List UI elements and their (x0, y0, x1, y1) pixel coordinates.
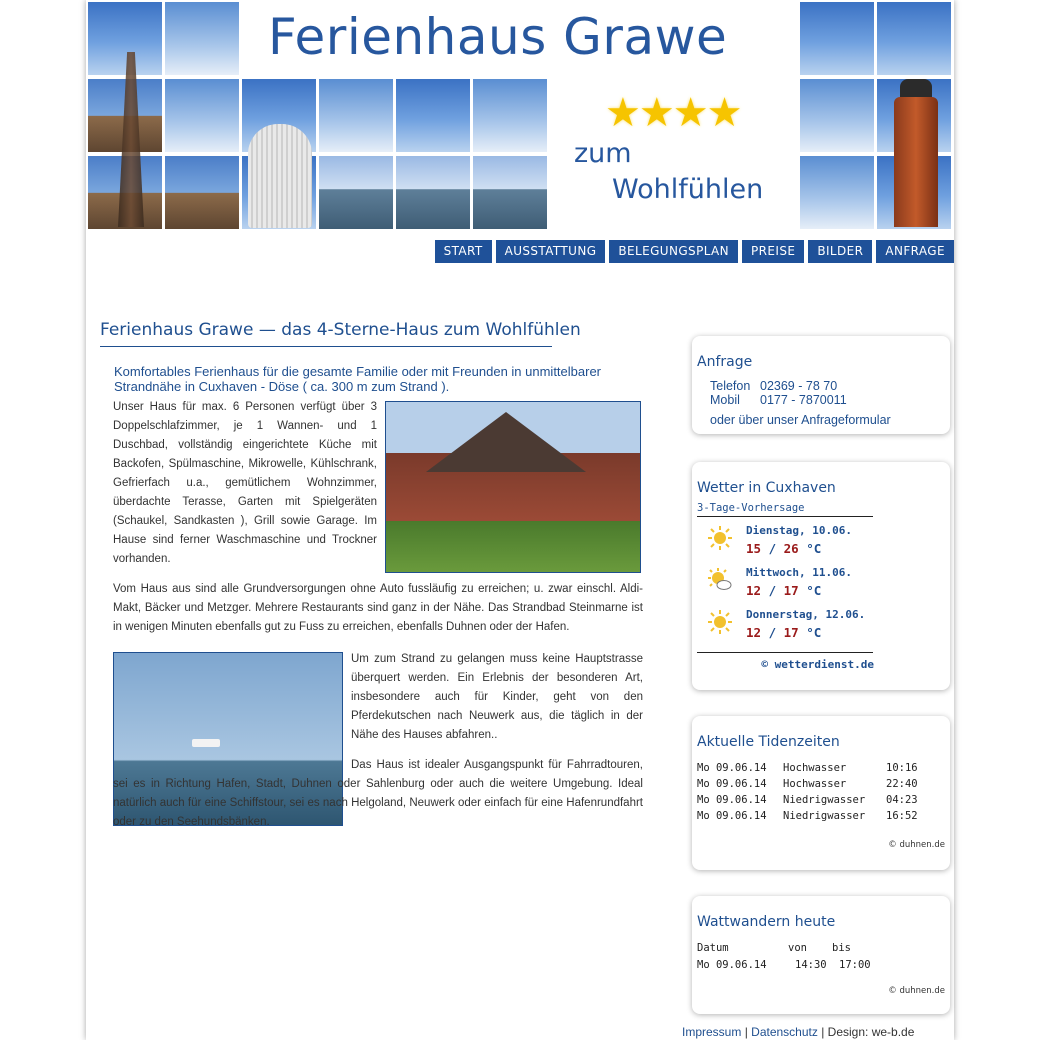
mobile-number: 0177 - 7870011 (760, 393, 847, 407)
mudflat-hiking-box (692, 896, 950, 1014)
inquiry-prefix: oder über unser (710, 413, 799, 427)
banner-photo-tile (88, 2, 162, 75)
tide-row (697, 762, 937, 778)
sun-icon (708, 610, 732, 634)
mudflat-credit-link[interactable]: © duhnen.de (888, 986, 945, 996)
tide-time: 04:23 (886, 794, 918, 806)
forecast-day-label: Dienstag, 10.06. (746, 524, 852, 537)
weather-credit-link[interactable]: © wetterdienst.de (761, 658, 874, 671)
banner-photo-tile (319, 156, 393, 229)
mudflat-header-date: Datum (697, 942, 729, 954)
tides-box (692, 716, 950, 870)
phone-number: 02369 - 78 70 (760, 379, 838, 393)
tides-title: Aktuelle Tidenzeiten (697, 734, 840, 750)
inquiry-form-link[interactable]: Anfrageformular (801, 413, 891, 427)
banner-photo-tile (877, 2, 951, 75)
intro-text: Komfortables Ferienhaus für die gesamte Familie oder mit Freunden in unmittelbarer Strandnähe in Cuxhaven - Döse ( ca. 300 m zum Strand ). (114, 364, 602, 394)
temp-max: 26 (783, 541, 799, 556)
forecast-day-label: Mittwoch, 11.06. (746, 566, 852, 579)
weather-subtitle: 3-Tage-Vorhersage (697, 502, 873, 517)
temp-min: 15 (746, 541, 762, 556)
footer-separator: | (821, 1025, 825, 1039)
inquiry-line (710, 412, 891, 428)
footer (682, 1025, 914, 1039)
sun-cloud-icon (708, 568, 732, 592)
tides-credit-link[interactable]: © duhnen.de (888, 840, 945, 850)
banner-photo-tile (800, 79, 874, 152)
mudflat-title: Wattwandern heute (697, 914, 836, 930)
header-banner (88, 2, 952, 230)
footer-separator: | (744, 1025, 748, 1039)
surroundings-text: Vom Haus aus sind alle Grundversorgungen ohne Auto fussläufig zu erreichen; u. zwar einschl. Aldi-Makt, Bäcker und Metzger. Mehrere Restaurants sind ganz in der Nähe. Das Strandbad Steinmarne ist in wenigen Minuten ebenfalls gut zu Fuss zu erreichen, ebenfalls Duhnen oder der Hafen. (113, 583, 643, 633)
tide-date: Mo 09.06.14 (697, 794, 767, 806)
contact-box (692, 336, 950, 434)
banner-photo-tile (319, 79, 393, 152)
phone-label: Telefon (710, 379, 751, 393)
banner-photo-tile (473, 156, 547, 229)
design-credit: Design: we-b.de (827, 1025, 915, 1039)
weather-box (692, 462, 950, 690)
temp-max: 17 (783, 625, 799, 640)
banner-photo-tile (396, 79, 470, 152)
temp-unit: °C (806, 583, 822, 598)
temp-min: 12 (746, 583, 762, 598)
site-title: Ferienhaus Grawe (268, 8, 728, 66)
forecast-day-label: Donnerstag, 12.06. (746, 608, 866, 621)
mudflat-from: 14:30 (795, 959, 827, 971)
tide-date: Mo 09.06.14 (697, 810, 767, 822)
mobile-label: Mobil (710, 393, 740, 407)
four-star-rating-icon: ★★★★ (605, 91, 741, 135)
page-title: Ferienhaus Grawe — das 4-Sterne-Haus zum Wohlfühlen (100, 320, 552, 347)
banner-photo-tile (473, 79, 547, 152)
temp-min: 12 (746, 625, 762, 640)
lighthouse-image (894, 97, 938, 227)
banner-photo-tile (396, 156, 470, 229)
beach-chair-image (248, 124, 312, 228)
tide-row (697, 794, 937, 810)
forecast-temp (746, 583, 821, 598)
mudflat-header-row (697, 942, 937, 958)
activities-text: Das Haus ist idealer Ausgangspunkt für Fahrradtouren, sei es in Richtung Hafen, Stadt, Duhnen oder Sahlenburg oder auch die weitere Umgebung. Ideal natürlich auch für eine Schiffstour, sei es nach Helgoland, Neuwerk oder einfach für eine Hafenrundfahrt oder zu den Seehundsbänken. (113, 759, 643, 828)
mudflat-header-to: bis (832, 942, 851, 954)
nav-preise[interactable]: PREISE (742, 240, 804, 263)
tide-date: Mo 09.06.14 (697, 778, 767, 790)
house-photo (385, 401, 641, 573)
tide-type: Niedrigwasser (783, 810, 866, 822)
nav-start[interactable]: START (435, 240, 492, 263)
tide-time: 22:40 (886, 778, 918, 790)
tide-type: Niedrigwasser (783, 794, 866, 806)
slogan-line-1: zum (574, 138, 632, 169)
forecast-temp (746, 541, 821, 556)
temp-separator: / (768, 583, 777, 598)
banner-photo-tile (165, 2, 239, 75)
nav-anfrage[interactable]: ANFRAGE (876, 240, 954, 263)
slogan-line-2: Wohlfühlen (612, 174, 764, 205)
nav-bilder[interactable]: BILDER (808, 240, 872, 263)
house-description: Unser Haus für max. 6 Personen verfügt über 3 Doppelschlafzimmer, je 1 Wannen- und 1 Duschbad, vollständig eingerichtete Küche mit Backofen, Spülmaschine, Mikrowelle, Kühlschrank, Gefrierfach u.a., gemütlichem Wohnzimmer, überdachte Terasse, Garten mit Spielgeräten (Schaukel, Sandkasten ), Grill sowie Garage. Im Hause sind ferner Waschmaschine und Trockner vorhanden. (113, 401, 377, 565)
banner-photo-tile (800, 2, 874, 75)
tide-type: Hochwasser (783, 778, 847, 790)
temp-unit: °C (806, 625, 822, 640)
sun-icon (708, 526, 732, 550)
nav-ausstattung[interactable]: AUSSTATTUNG (496, 240, 606, 263)
mudflat-to: 17:00 (839, 959, 871, 971)
temp-max: 17 (783, 583, 799, 598)
tide-time: 10:16 (886, 762, 918, 774)
datenschutz-link[interactable]: Datenschutz (751, 1025, 818, 1039)
banner-photo-tile (165, 79, 239, 152)
nav-belegungsplan[interactable]: BELEGUNGSPLAN (609, 240, 738, 263)
mudflat-row (697, 959, 937, 975)
tide-date: Mo 09.06.14 (697, 762, 767, 774)
weather-divider (697, 652, 873, 653)
mudflat-header-from: von (788, 942, 807, 954)
tide-type: Hochwasser (783, 762, 847, 774)
temp-unit: °C (806, 541, 822, 556)
mudflat-date: Mo 09.06.14 (697, 959, 767, 971)
banner-photo-tile (800, 156, 874, 229)
tide-row (697, 810, 937, 826)
banner-photo-tile (165, 156, 239, 229)
tide-time: 16:52 (886, 810, 918, 822)
contact-title: Anfrage (697, 354, 753, 370)
page-container (86, 0, 954, 1040)
temp-separator: / (768, 625, 777, 640)
tide-row (697, 778, 937, 794)
weather-title: Wetter in Cuxhaven (697, 480, 836, 496)
main-navigation (435, 240, 954, 263)
forecast-temp (746, 625, 821, 640)
impressum-link[interactable]: Impressum (682, 1025, 742, 1039)
beach-access-text: Um zum Strand zu gelangen muss keine Hauptstrasse überquert werden. Ein Erlebnis der besonderen Art, insbesondere auch für Kinder, geht von den Pferdekutschen nach Neuwerk aus, die täglich in der Nähe des Hauses abfahren.. (351, 653, 643, 741)
temp-separator: / (768, 541, 777, 556)
